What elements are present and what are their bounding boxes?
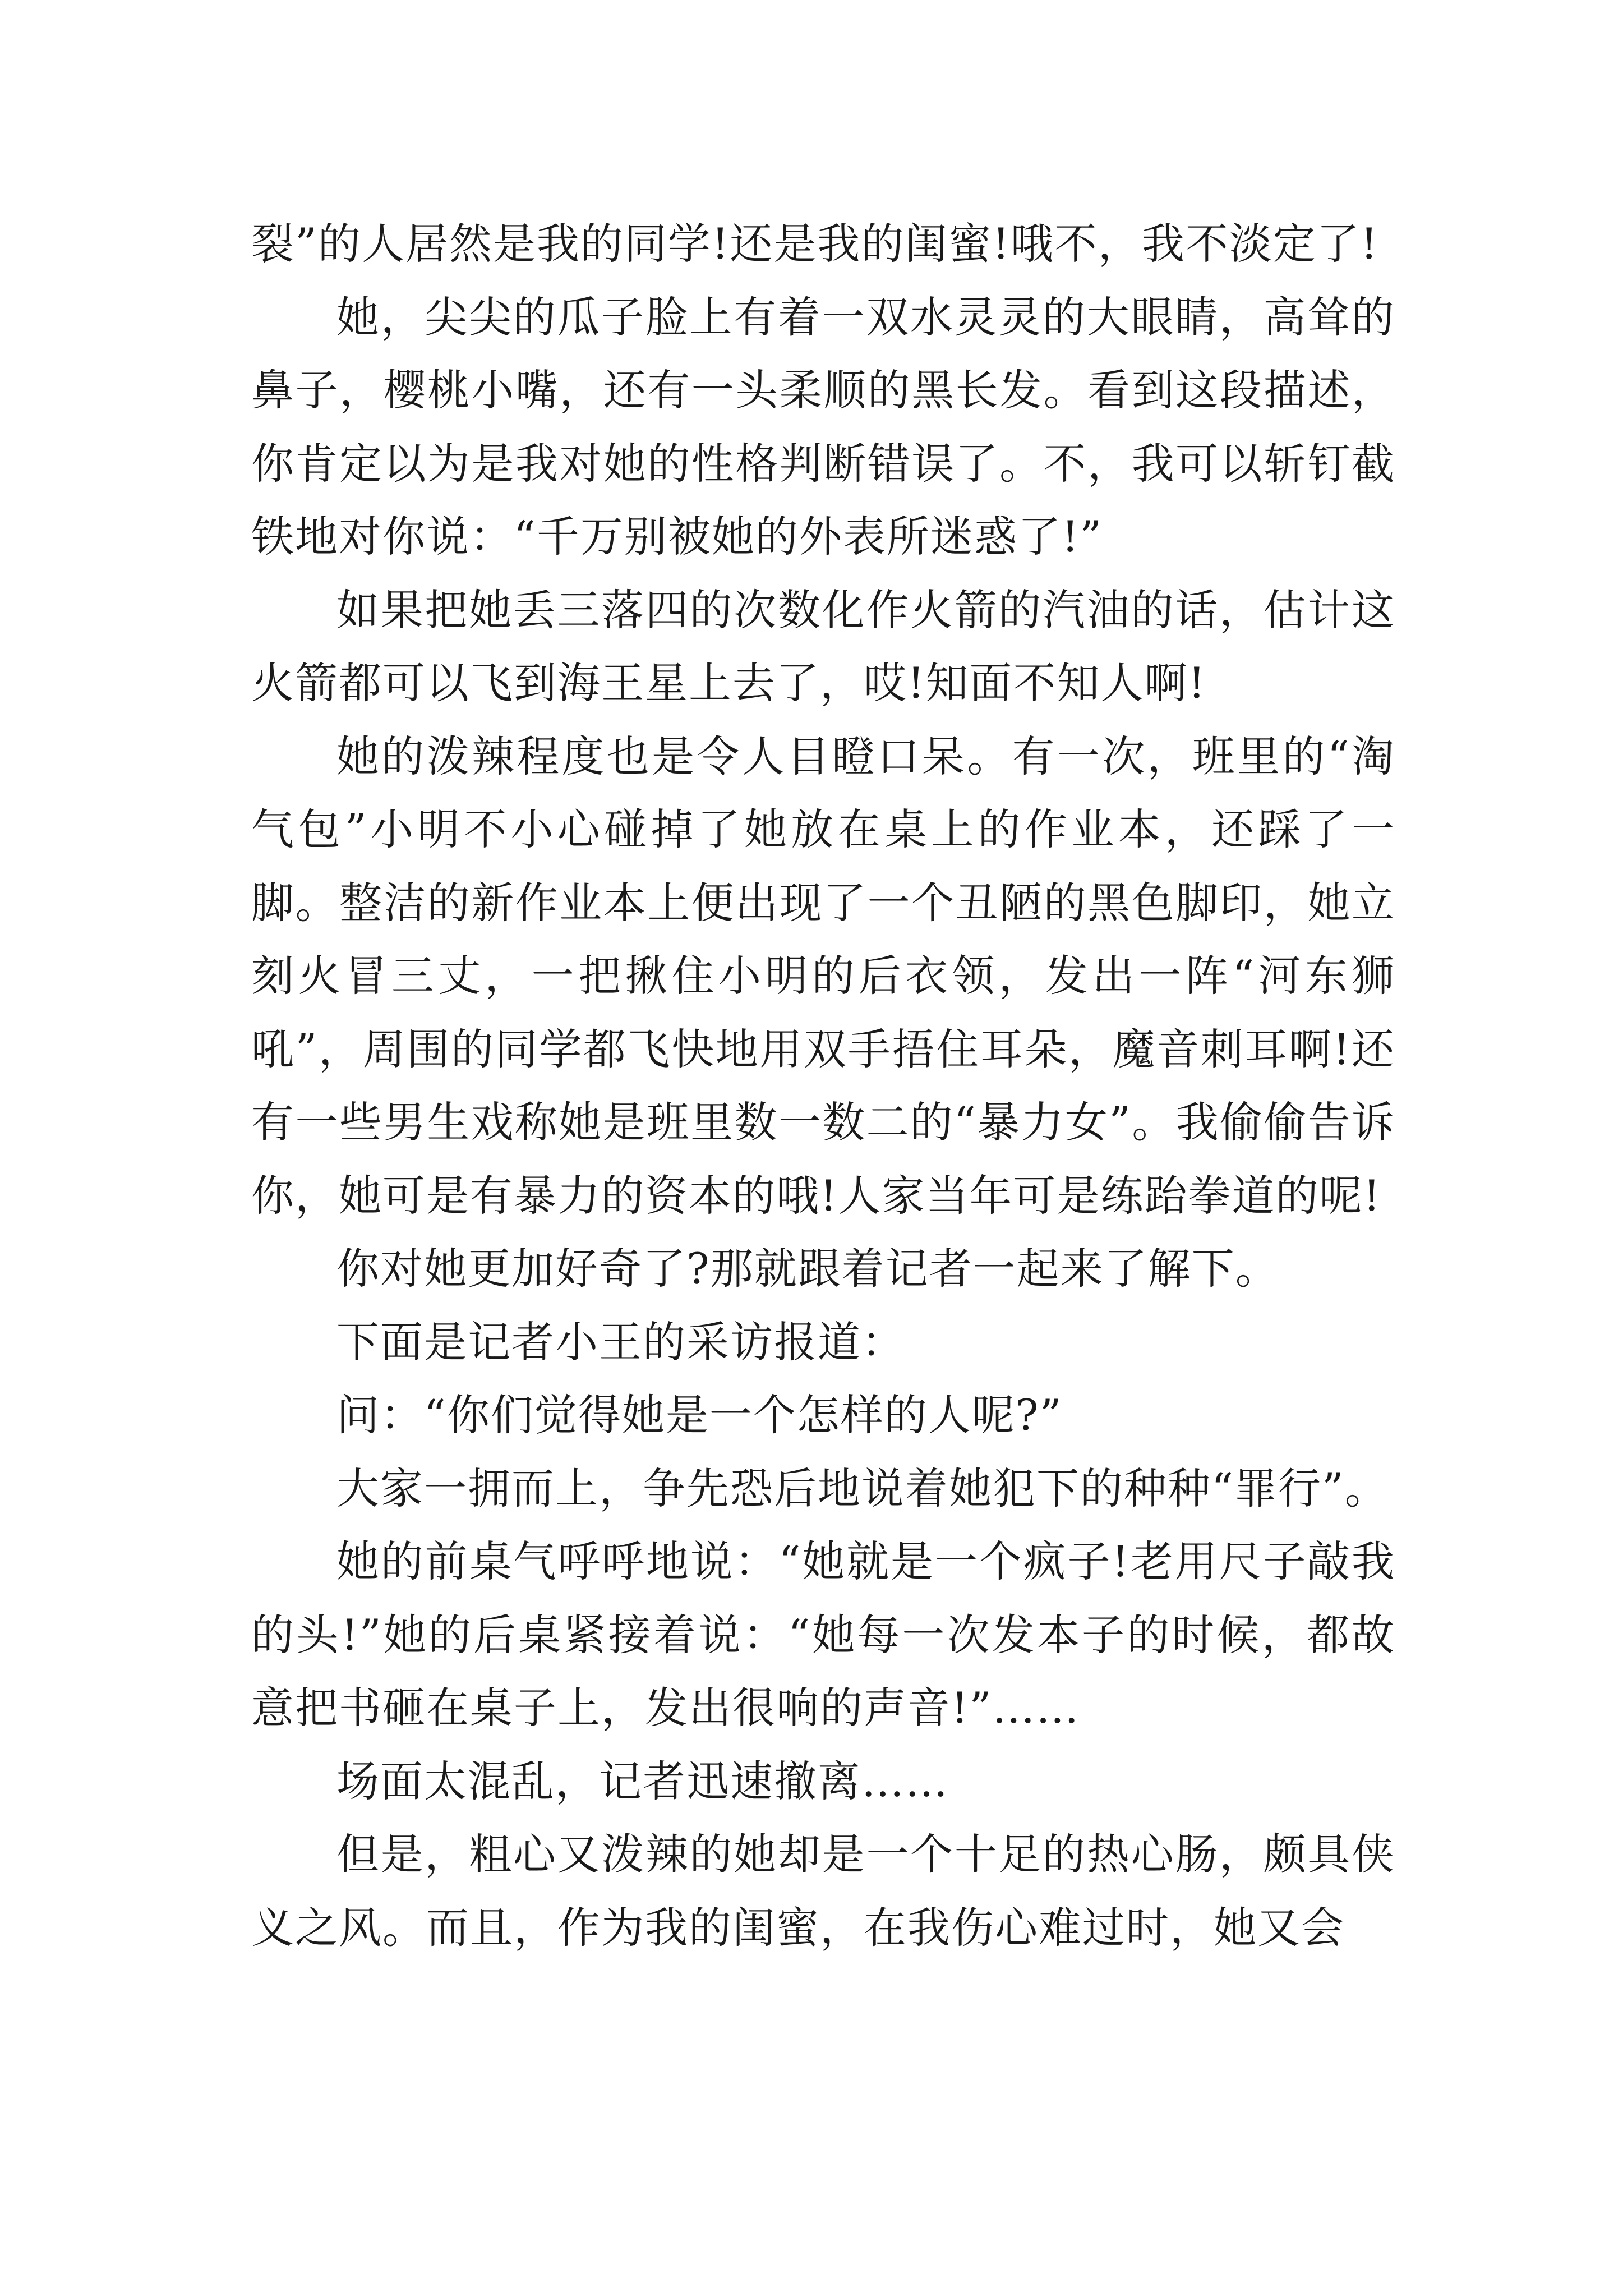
- paragraph-8: 大家一拥而上，争先恐后地说着她犯下的种种“罪行”。: [336, 1463, 1389, 1513]
- paragraph-10: 场面太混乱，记者迅速撤离……: [336, 1756, 949, 1806]
- paragraph-5: 你对她更加好奇了?那就跟着记者一起来了解下。: [336, 1244, 1279, 1294]
- paragraph-1: 裂”的人居然是我的同学!还是我的闺蜜!哦不，我不淡定了!: [251, 219, 1379, 269]
- paragraph-6: 下面是记者小王的采访报道：: [336, 1317, 905, 1367]
- paragraph-2: 她，尖尖的瓜子脸上有着一双水灵灵的大眼睛，高耸的鼻子，樱桃小嘴，还有一头柔顺的黑长发。看到这段描述，你肯定以为是我对她的性格判断错误了。不，我可以斩钉截铁地对你说：“千万别被她的外表所迷惑了!”: [251, 292, 1395, 562]
- paragraph-4: 她的泼辣程度也是令人目瞪口呆。有一次，班里的“淘气包”小明不小心碰掉了她放在桌上的作业本，还踩了一脚。整洁的新作业本上便出现了一个丑陋的黑色脚印，她立刻火冒三丈，一把揪住小明的后衣领，发出一阵“河东狮吼”，周围的同学都飞快地用双手捂住耳朵，魔音刺耳啊!还有一些男生戏称她是班里数一数二的“暴力女”。我偷偷告诉你，她可是有暴力的资本的哦!人家当年可是练跆拳道的呢!: [251, 731, 1395, 1221]
- paragraph-7: 问：“你们觉得她是一个怎样的人呢?”: [336, 1390, 1063, 1440]
- body-text: [251, 208, 1395, 1964]
- paragraph-3: 如果把她丢三落四的次数化作火箭的汽油的话，估计这火箭都可以飞到海王星上去了，哎!知面不知人啊!: [251, 585, 1395, 708]
- paragraph-9: 她的前桌气呼呼地说：“她就是一个疯子!老用尺子敲我的头!”她的后桌紧接着说：“她每一次发本子的时候，都故意把书砸在桌子上，发出很响的声音!”……: [251, 1536, 1395, 1733]
- paragraph-11: 但是，粗心又泼辣的她却是一个十足的热心肠，颇具侠义之风。而且，作为我的闺蜜，在我伤心难过时，她又会: [251, 1829, 1395, 1953]
